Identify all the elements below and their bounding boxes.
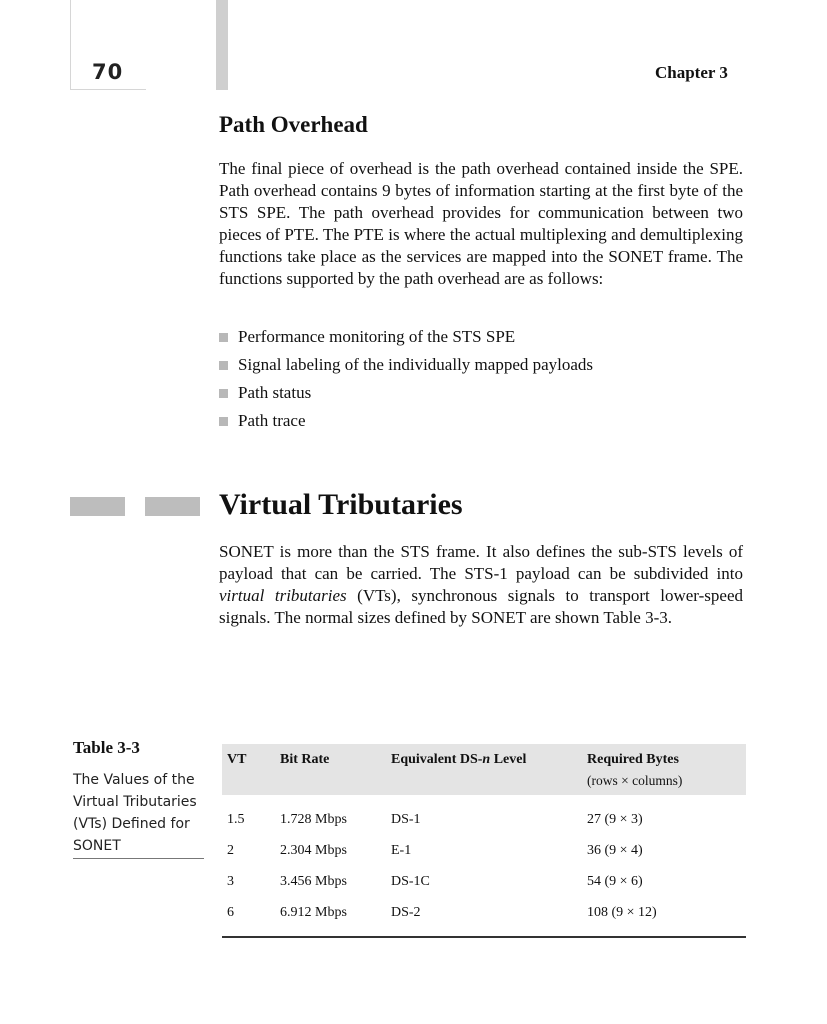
column-header-ds-level: Equivalent DS-n Level <box>391 752 527 767</box>
section-heading-path-overhead: Path Overhead <box>219 112 368 137</box>
table-header <box>222 744 746 795</box>
page-number: 70 <box>92 60 124 84</box>
table-row: 3 3.456 Mbps DS-1C 54 (9 × 6) <box>227 874 643 889</box>
path-overhead-paragraph: The final piece of overhead is the path overhead contained inside the SPE. Path overhead contains 9 bytes of information starting at the first byte of the STS SPE. The path overhead provides for communication between two pieces of PTE. The PTE is where the actual multiplexing and demultiplexing functions take place as the services are mapped into the SONET frame. The functions supported by the path overhead are as follows: <box>219 159 743 288</box>
table-bottom-rule <box>222 936 746 938</box>
table-row: 6 6.912 Mbps DS-2 108 (9 × 12) <box>227 905 657 920</box>
table-label: Table 3-3 <box>73 738 140 757</box>
table-row: 1.5 1.728 Mbps DS-1 27 (9 × 3) <box>227 812 643 827</box>
bullet-square-icon <box>219 333 228 342</box>
column-header-required-bytes: Required Bytes <box>587 752 679 767</box>
section-marker-bar-right <box>145 497 200 516</box>
emphasized-term: virtual tributaries <box>219 586 347 605</box>
list-item: Path status <box>219 379 593 407</box>
list-item: Performance monitoring of the STS SPE <box>219 323 593 351</box>
column-header-required-bytes-units: (rows × columns) <box>587 773 683 788</box>
table-row: 2 2.304 Mbps E-1 36 (9 × 4) <box>227 843 643 858</box>
bullet-square-icon <box>219 389 228 398</box>
section-marker-bar-left <box>70 497 125 516</box>
virtual-tributaries-paragraph: SONET is more than the STS frame. It also defines the sub-STS levels of payload that can be carried. The STS-1 payload can be subdivided into virtual tributaries (VTs), synchronous signals to transport lower-speed signals. The normal sizes defined by SONET are shown Table 3-3. <box>219 542 743 627</box>
bullet-square-icon <box>219 417 228 426</box>
path-overhead-bullet-list <box>219 323 593 435</box>
chapter-label: Chapter 3 <box>655 63 728 82</box>
page-tab-bar <box>216 0 228 90</box>
list-item: Path trace <box>219 407 593 435</box>
column-header-bit-rate: Bit Rate <box>280 752 330 767</box>
bullet-square-icon <box>219 361 228 370</box>
table-caption: The Values of the Virtual Tributaries (VTs) Defined for SONET <box>73 769 204 859</box>
column-header-vt: VT <box>227 752 247 767</box>
section-heading-virtual-tributaries: Virtual Tributaries <box>219 488 463 521</box>
list-item: Signal labeling of the individually mapped payloads <box>219 351 593 379</box>
